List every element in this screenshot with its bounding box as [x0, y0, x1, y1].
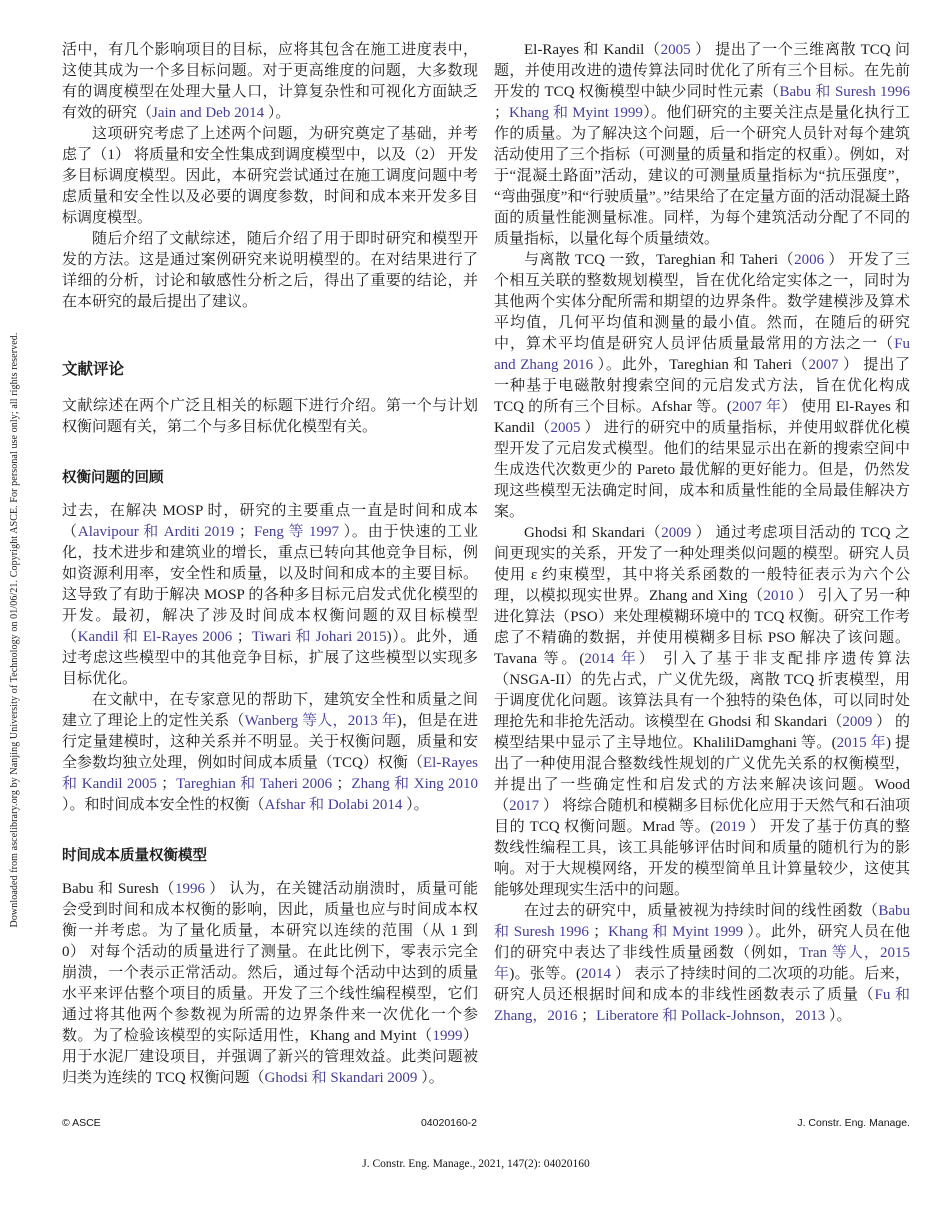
- citation-link[interactable]: 2017: [509, 798, 540, 814]
- paragraph: [62, 229, 478, 313]
- text-run: ；: [332, 776, 352, 792]
- citation-link[interactable]: 2007: [808, 357, 839, 373]
- text-run: ） 开发了基于仿真的整数线性编程工具，该工具能够评估时间和质量的随机行为的影响。对于大规模网络，开发的模型简单且计算量较少，这使其能够处理现实生活中的问题。: [494, 819, 910, 898]
- citation-link[interactable]: El-Rayes 和 Kandil 2005: [62, 755, 478, 792]
- citation-link[interactable]: Tareghian 和 Taheri 2006: [176, 776, 333, 792]
- citation-link[interactable]: 2007 年: [731, 399, 782, 415]
- citation-link[interactable]: Babu 和 Suresh 1996: [779, 84, 910, 100]
- paragraph: [494, 901, 910, 1027]
- text-run: ） 通过考虑项目活动的 TCQ 之间更现实的关系，开发了一种处理类似问题的模型。研究人员使用 ε 约束模型，其中将关系函数的一般特征表示为六个公理，以模拟现实世界。Zhang and Xing（: [494, 525, 910, 604]
- paragraph: [62, 690, 478, 816]
- text-run: 在文献中，在专家意见的帮助下，建筑安全性和质量之间建立了理论上的定性关系（: [62, 692, 478, 729]
- text-run: ）。他们研究的主要关注点是量化执行工作的质量。为了解决这个问题，后一个研究人员针对每个建筑活动使用了三个指标（可测量的质量和指定的权重）。例如，对于“混凝土路面”活动，建议的可测量质量指标为“抗压强度”，“弯曲强度”和“行驶质量”。”结果给了在定量方面的活动混凝土路面的质量性能测量标准。同样，为每个建筑活动分配了不同的质量指标，以量化每个质量绩效。: [494, 105, 910, 247]
- right-column: [494, 40, 910, 1089]
- text-run: ；: [494, 105, 510, 121]
- text-run: ） 提出了一种基于电磁散射搜索空间的元启发式方法，旨在优化构成 TCQ 的所有三个目标。Afshar 等。(: [494, 357, 910, 415]
- citation-link[interactable]: 2005: [660, 42, 691, 58]
- text-run: El-Rayes 和 Kandil（: [524, 42, 661, 58]
- text-run: )。张等。(: [509, 966, 581, 982]
- text-run: 文献综述在两个广泛且相关的标题下进行介绍。第一个与计划权衡问题有关，第二个与多目标优化模型有关。: [62, 398, 478, 435]
- text-run: ） 引入了另一种进化算法（PSO）来处理模糊环境中的 TCQ 权衡。研究工作考虑了不精确的数据，并使用模糊多目标 PSO 解决了该问题。Tavana 等。(: [494, 588, 910, 667]
- text-run: Ghodsi 和 Skandari（: [524, 525, 662, 541]
- text-run: 活中，有几个影响项目的目标，应将其包含在施工进度表中，这使其成为一个多目标问题。对于更高维度的问题，大多数现有的调度模型在处理大量人口，计算复杂性和可视化方面缺乏有效的研究（: [62, 42, 478, 121]
- text-run: ) 提出了一种使用混合整数线性规划的广义优先关系的权衡模型，并提出了一些确定性和启发式的方法来解决该问题。Wood（: [494, 735, 910, 814]
- text-run: 这项研究考虑了上述两个问题，为研究奠定了基础，并考虑了（1） 将质量和安全性集成到调度模型中，以及（2） 开发多目标调度模型。因此，本研究尝试通过在施工调度问题中考虑质量和安全性以及必要的调度参数，时间和成本来开发多目标调度模型。: [62, 126, 478, 226]
- paragraph: [62, 501, 478, 690]
- footer-copyright: © ASCE: [62, 1117, 101, 1129]
- citation-link[interactable]: 2010: [763, 588, 794, 604]
- text-run: ）。和时间成本安全性的权衡（: [62, 797, 265, 813]
- text-run: ）。: [417, 1070, 444, 1086]
- citation-link[interactable]: 2015 年: [836, 735, 886, 751]
- citation-link[interactable]: Wanberg 等人，2013 年: [244, 713, 397, 729]
- paragraph: [62, 396, 478, 438]
- paragraph: [62, 124, 478, 229]
- subsection-heading: 权衡问题的回顾: [62, 470, 164, 486]
- citation-link[interactable]: Tiwari 和 Johari 2015: [251, 629, 387, 645]
- citation-link[interactable]: 2009: [661, 525, 692, 541]
- citation-link[interactable]: Kandil 和 El-Rayes 2006: [77, 629, 233, 645]
- text-run: ）用于水泥厂建设项目，并强调了新兴的管理效益。此类问题被归类为连续的 TCQ 权衡问题（: [62, 1028, 478, 1086]
- citation-link[interactable]: 2005: [550, 420, 581, 436]
- paragraph: [62, 40, 478, 124]
- text-run: 过去，在解决 MOSP 时，研究的主要重点一直是时间和成本（: [62, 503, 478, 540]
- paragraph: [494, 40, 910, 250]
- sidebar-download-notice: Downloaded from ascelibrary.org by Nanjing University of Technology on 01/06/21. Copyright ASCE. For personal use only; all rights reserved.: [9, 332, 20, 928]
- text-run: ） 提出了一个三维离散 TCQ 问题，并使用改进的遗传算法同时优化了所有三个目标。在先前开发的 TCQ 权衡模型中缺少同时性元素（: [494, 42, 910, 100]
- text-run: ；: [234, 524, 254, 540]
- citation-link[interactable]: Jain and Deb 2014: [152, 105, 265, 121]
- text-run: ；: [232, 629, 252, 645]
- text-run: )）。此外，通过考虑这些模型中的其他竞争目标，扩展了这些模型以实现多目标优化。: [62, 629, 478, 687]
- citation-link[interactable]: Feng 等 1997: [253, 524, 339, 540]
- text-run: Babu 和 Suresh（: [62, 881, 175, 897]
- paragraph: [62, 879, 478, 1089]
- left-column: [62, 40, 478, 1089]
- citation-link[interactable]: 1999: [432, 1028, 463, 1044]
- text-run: ；: [156, 776, 177, 792]
- citation-link[interactable]: Liberatore 和 Pollack-Johnson，2013: [596, 1008, 826, 1024]
- citation-link[interactable]: Afshar 和 Dolabi 2014: [264, 797, 403, 813]
- citation-line: J. Constr. Eng. Manage., 2021, 147(2): 04020160: [362, 1158, 590, 1170]
- citation-link[interactable]: 2014 年: [584, 651, 639, 667]
- text-run: )，但是在进行定量建模时，这种关系并不明显。关于权衡问题，质量和安全参数均独立处理，例如时间成本质量（TCQ）权衡（: [62, 713, 478, 771]
- text-run: ）。此外，研究人员在他们的研究中表达了非线性质量函数（例如，: [494, 924, 910, 961]
- citation-link[interactable]: Babu 和 Suresh 1996: [494, 903, 910, 940]
- paragraph: [494, 523, 910, 901]
- article-body: [62, 40, 910, 1089]
- text-run: 在过去的研究中，质量被视为持续时间的线性函数（: [524, 903, 879, 919]
- footer-journal: J. Constr. Eng. Manage.: [797, 1117, 910, 1129]
- citation-link[interactable]: 2006: [794, 252, 825, 268]
- text-run: ） 使用 El-Rayes 和 Kandil（: [494, 399, 910, 436]
- citation-link[interactable]: Fu 和 Zhang，2016: [494, 987, 910, 1024]
- text-run: 与离散 TCQ 一致，Tareghian 和 Taheri（: [524, 252, 795, 268]
- text-run: ） 引入了基于非支配排序遗传算法（NSGA-II）的先占式，广义优先级，离散 TCQ 折衷模型，用于调度优化问题。该算法具有一个独特的染色体，可以同时处理抢先和非抢先活动。该模型在 Ghodsi 和 Skandari（: [494, 651, 910, 730]
- text-run: ；: [588, 924, 609, 940]
- citation-link[interactable]: 2009: [842, 714, 873, 730]
- text-run: ）。此外，Tareghian 和 Taheri（: [593, 357, 809, 373]
- text-run: ） 的模型结果中显示了主导地位。KhaliliDamghani 等。(: [494, 714, 910, 751]
- citation-link[interactable]: Tran 等人，2015 年: [494, 945, 910, 982]
- citation-link[interactable]: Alavipour 和 Arditi 2019: [77, 524, 235, 540]
- text-run: ） 进行的研究中的质量指标，并使用蚁群优化模型开发了元启发式模型。他们的结果显示出在新的搜索空间中生成迭代次数更少的 Pareto 最优解的更好能力。但是，仍然发现这些模型无法确定时间，成本和质量性能的全局最佳解决方案。: [494, 420, 910, 520]
- text-run: ） 认为，在关键活动崩溃时，质量可能会受到时间和成本权衡的影响，因此，质量也应与时间成本权衡一并考虑。为了量化质量，本研究以连续的范围（从 1 到 0） 对每个活动的质量进行了测量。在此比例下，零表示完全崩溃，一个表示正常活动。然后，通过每个活动中达到的质量水平来评估整个项目的质量。开发了三个线性编程模型，它们通过将其他两个参数视为所需的边界条件来一次优化一个参数。为了检验该模型的实际适用性，Khang and Myint（: [62, 881, 478, 1044]
- paragraph: [494, 250, 910, 523]
- section-heading: 文献评论: [62, 361, 125, 378]
- text-run: ）。: [264, 105, 291, 121]
- citation-link[interactable]: Fu and Zhang 2016: [494, 336, 910, 373]
- page-footer: [62, 1117, 910, 1129]
- text-run: ） 开发了三个相互关联的整数规划模型，旨在优化给定实体之一，同时为其他两个实体分配所需和期望的边界条件。数学建模涉及算术平均值，几何平均值和测量的最小值。然而，在随后的研究中，算术平均值是研究人员评估质量最常用的方法之一（: [494, 252, 910, 352]
- citation-link[interactable]: Zhang 和 Xing 2010: [351, 776, 478, 792]
- text-run: ）。: [402, 797, 429, 813]
- subsection-heading: 时间成本质量权衡模型: [62, 848, 207, 864]
- citation-link[interactable]: 1996: [174, 881, 205, 897]
- text-run: ）。: [825, 1008, 852, 1024]
- citation-link[interactable]: Khang 和 Myint 1999: [509, 105, 643, 121]
- citation-link[interactable]: 2014: [580, 966, 611, 982]
- text-run: ）。由于快速的工业化，技术进步和建筑业的增长，重点已转向其他竞争目标，例如资源利用率，安全性和质量，以及时间和成本的主要目标。这导致了有助于解决 MOSP 的各种多目标元启发式优化模型的开发。最初，解决了涉及时间成本权衡问题的双目标模型（: [62, 524, 478, 645]
- footer-doc-number: 04020160-2: [420, 1117, 478, 1129]
- text-run: ；: [577, 1008, 597, 1024]
- citation-link[interactable]: Khang 和 Myint 1999: [608, 924, 744, 940]
- text-run: 随后介绍了文献综述，随后介绍了用于即时研究和模型开发的方法。这是通过案例研究来说明模型的。在对结果进行了详细的分析，讨论和敏感性分析之后，得出了重要的结论，并在本研究的最后提出了建议。: [62, 231, 478, 310]
- text-run: ） 表示了持续时间的二次项的功能。后来，研究人员还根据时间和成本的非线性函数表示了质量（: [494, 966, 910, 1003]
- citation-link[interactable]: Ghodsi 和 Skandari 2009: [264, 1070, 418, 1086]
- text-run: ） 将综合随机和模糊多目标优化应用于天然气和石油项目的 TCQ 权衡问题。Mrad 等。(: [494, 798, 910, 835]
- citation-link[interactable]: 2019: [715, 819, 746, 835]
